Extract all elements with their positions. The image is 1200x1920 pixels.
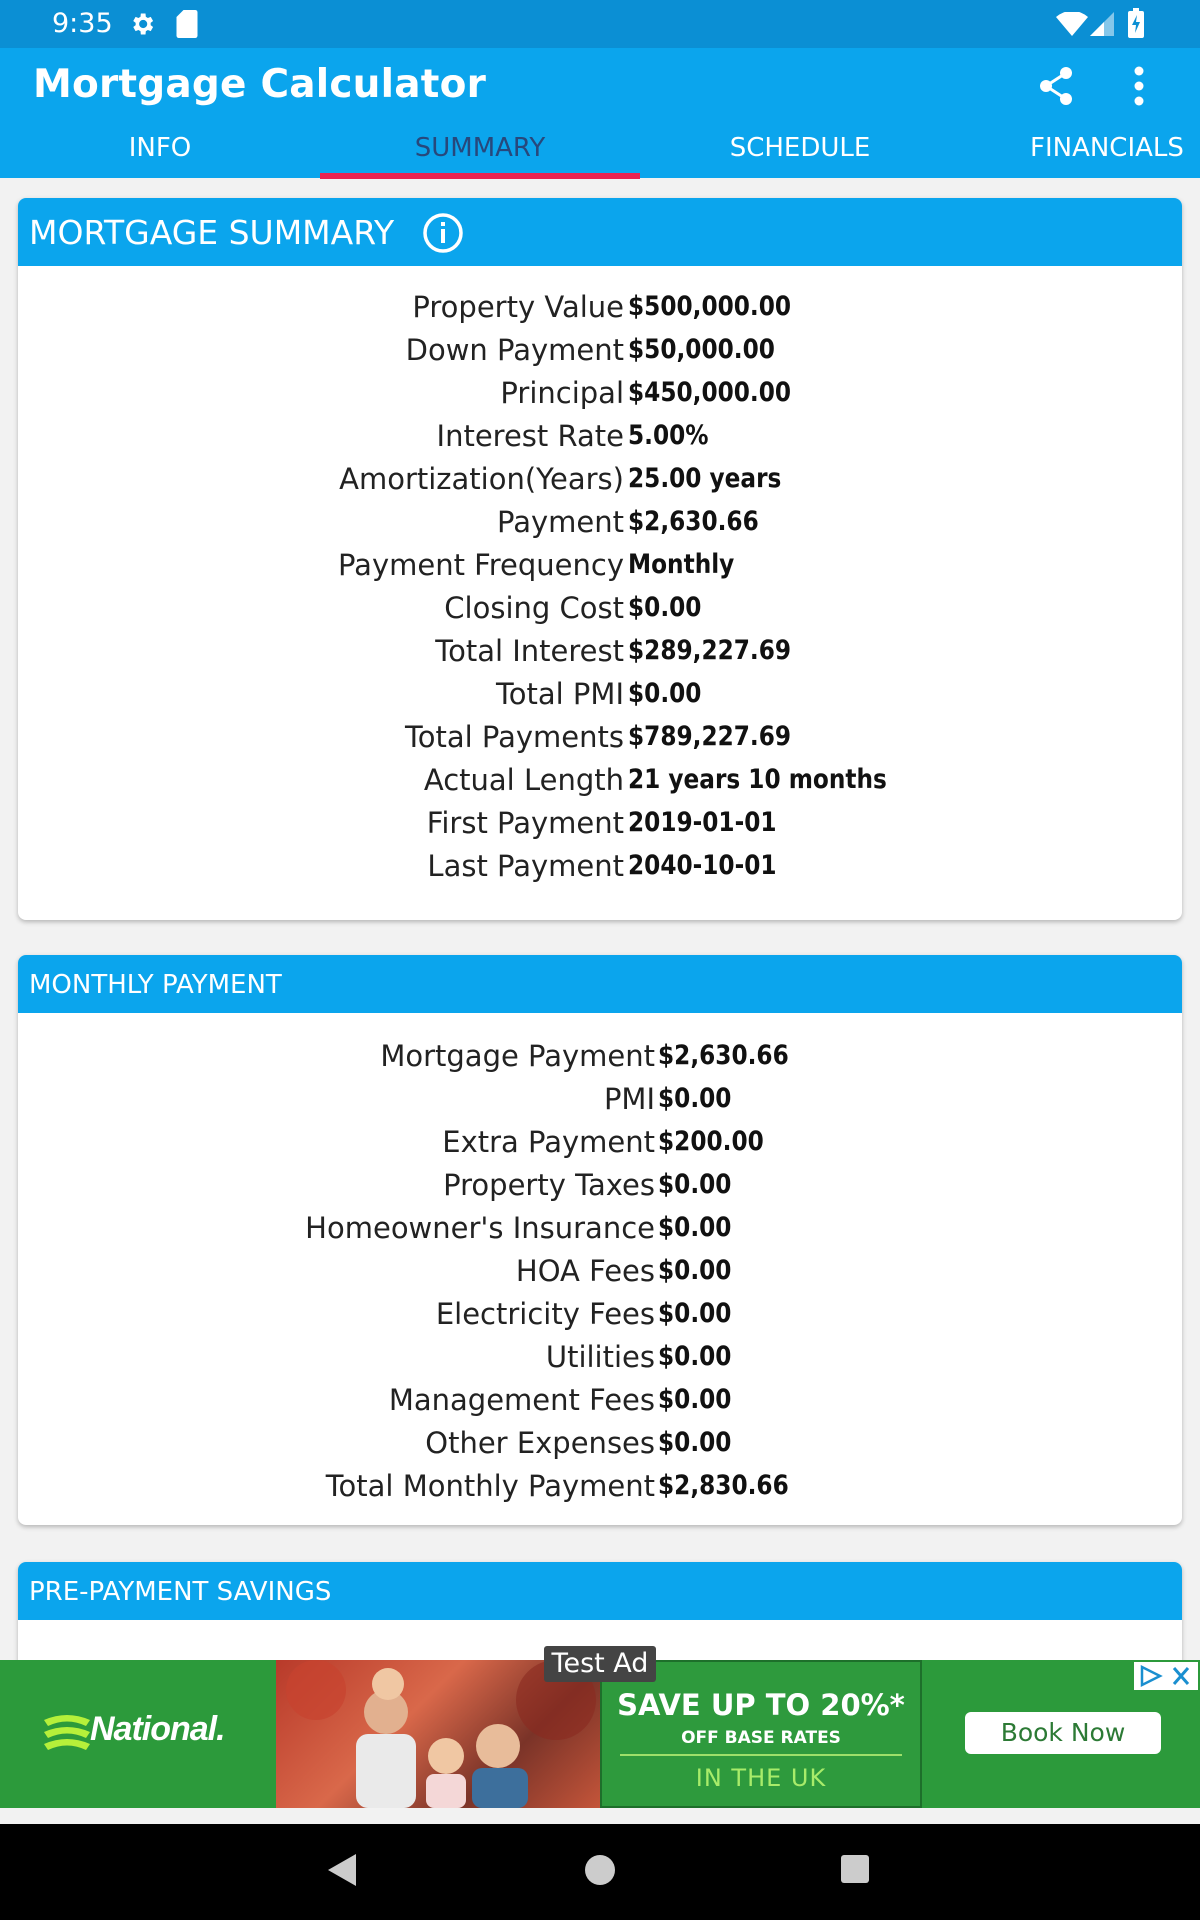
row-label: Payment Frequency [338,548,624,582]
monthly-payment-row [18,1164,1182,1207]
row-value: $289,227.69 [628,635,792,666]
ad-book-now-button[interactable]: Book Now [965,1712,1161,1754]
sd-card-icon [176,10,198,38]
mortgage-summary-row [18,415,1182,458]
mortgage-summary-row [18,759,1182,802]
row-label: Total Interest [435,634,624,668]
monthly-payment-card [18,955,1182,1525]
row-label: Interest Rate [436,419,624,453]
row-value: $0.00 [658,1083,732,1114]
row-label: Homeowner's Insurance [305,1211,655,1245]
row-value: Monthly [628,549,735,580]
row-value: $0.00 [658,1255,732,1286]
row-value: $500,000.00 [628,291,792,322]
battery-icon [1128,8,1144,38]
row-value: $50,000.00 [628,334,775,365]
mortgage-summary-row [18,716,1182,759]
row-value: $0.00 [658,1427,732,1458]
monthly-payment-row [18,1035,1182,1078]
info-icon[interactable] [422,212,464,254]
row-label: Total PMI [495,677,624,711]
row-label: Property Value [412,290,624,324]
row-value: $0.00 [658,1169,732,1200]
row-label: First Payment [426,806,624,840]
ad-promo-divider [620,1754,902,1756]
ad-promo-box [600,1660,922,1808]
tab-info[interactable]: INFO [128,133,192,163]
monthly-payment-row [18,1336,1182,1379]
ad-promo-headline: SAVE UP TO 20%* [617,1688,905,1722]
row-label: Total Monthly Payment [325,1469,655,1503]
monthly-payment-rows [18,1013,1182,1508]
family-photo-illustration [276,1660,600,1808]
row-value: $0.00 [658,1384,732,1415]
home-icon[interactable] [584,1854,616,1886]
ad-choices-icon[interactable] [1134,1662,1198,1690]
monthly-payment-header [18,955,1182,1013]
row-value: $0.00 [628,678,702,709]
row-label: Mortgage Payment [380,1039,655,1073]
row-value: $789,227.69 [628,721,792,752]
row-value: $2,830.66 [658,1470,789,1501]
tab-financials[interactable]: FINANCIALS [1030,133,1184,163]
row-value: $0.00 [658,1212,732,1243]
row-label: Property Taxes [443,1168,655,1202]
mortgage-summary-card [18,198,1182,920]
tab-summary[interactable]: SUMMARY [414,133,546,163]
share-icon[interactable] [1038,66,1074,106]
mortgage-summary-row [18,329,1182,372]
settings-icon [128,10,156,38]
mortgage-summary-row [18,501,1182,544]
recents-icon[interactable] [840,1854,870,1884]
ad-brand: National. [90,1710,225,1748]
row-value: 2019-01-01 [628,807,777,838]
monthly-payment-row [18,1293,1182,1336]
mortgage-summary-row [18,544,1182,587]
row-label: Amortization(Years) [339,462,624,496]
monthly-payment-row [18,1250,1182,1293]
prepayment-savings-header [18,1562,1182,1620]
row-value: $0.00 [658,1341,732,1372]
monthly-payment-title: MONTHLY PAYMENT [29,970,282,1000]
row-value: $0.00 [658,1298,732,1329]
row-label: Electricity Fees [435,1297,655,1331]
row-label: Payment [497,505,624,539]
monthly-payment-row [18,1078,1182,1121]
status-time: 9:35 [52,8,113,39]
row-label: Principal [500,376,624,410]
row-label: Actual Length [423,763,624,797]
mortgage-summary-row [18,587,1182,630]
row-value: 5.00% [628,420,709,451]
mortgage-summary-row [18,458,1182,501]
overflow-menu-icon[interactable] [1124,64,1154,108]
app-title: Mortgage Calculator [33,62,487,107]
row-value: $2,630.66 [658,1040,789,1071]
row-label: Utilities [545,1340,655,1374]
back-icon[interactable] [326,1852,358,1888]
row-label: HOA Fees [515,1254,655,1288]
tab-bar [0,126,1200,178]
system-nav-bar [0,1824,1200,1920]
monthly-payment-row [18,1465,1182,1508]
monthly-payment-row [18,1121,1182,1164]
mortgage-summary-row [18,802,1182,845]
mortgage-summary-title: MORTGAGE SUMMARY [29,213,395,252]
row-value: $2,630.66 [628,506,759,537]
row-label: PMI [603,1082,655,1116]
ad-promo-subline: OFF BASE RATES [681,1728,841,1748]
ad-promo-location: IN THE UK [695,1764,827,1792]
row-value: $200.00 [658,1126,764,1157]
tab-schedule[interactable]: SCHEDULE [729,133,871,163]
row-value: $0.00 [628,592,702,623]
row-label: Other Expenses [425,1426,655,1460]
app-bar [0,48,1200,178]
mortgage-summary-row [18,673,1182,716]
ad-family-photo [276,1660,600,1808]
row-value: $450,000.00 [628,377,792,408]
ad-banner[interactable] [0,1660,1200,1808]
mortgage-summary-row [18,845,1182,888]
mortgage-summary-row [18,286,1182,329]
monthly-payment-row [18,1422,1182,1465]
row-label: Extra Payment [442,1125,655,1159]
row-value: 21 years 10 months [628,764,887,795]
row-label: Closing Cost [444,591,624,625]
tab-indicator [320,173,640,179]
national-logo-icon [42,1712,92,1754]
mortgage-summary-rows [18,266,1182,888]
mortgage-summary-row [18,372,1182,415]
prepayment-savings-title: PRE-PAYMENT SAVINGS [29,1577,332,1607]
mortgage-summary-row [18,630,1182,673]
row-value: 2040-10-01 [628,850,777,881]
row-value: 25.00 years [628,463,782,494]
cell-signal-icon [1090,12,1114,36]
row-label: Last Payment [427,849,624,883]
row-label: Management Fees [388,1383,655,1417]
test-ad-badge: Test Ad [544,1646,656,1682]
monthly-payment-row [18,1379,1182,1422]
row-label: Down Payment [405,333,624,367]
wifi-icon [1056,12,1088,36]
mortgage-summary-header [18,198,1182,266]
row-label: Total Payments [404,720,624,754]
monthly-payment-row [18,1207,1182,1250]
status-bar [0,0,1200,48]
